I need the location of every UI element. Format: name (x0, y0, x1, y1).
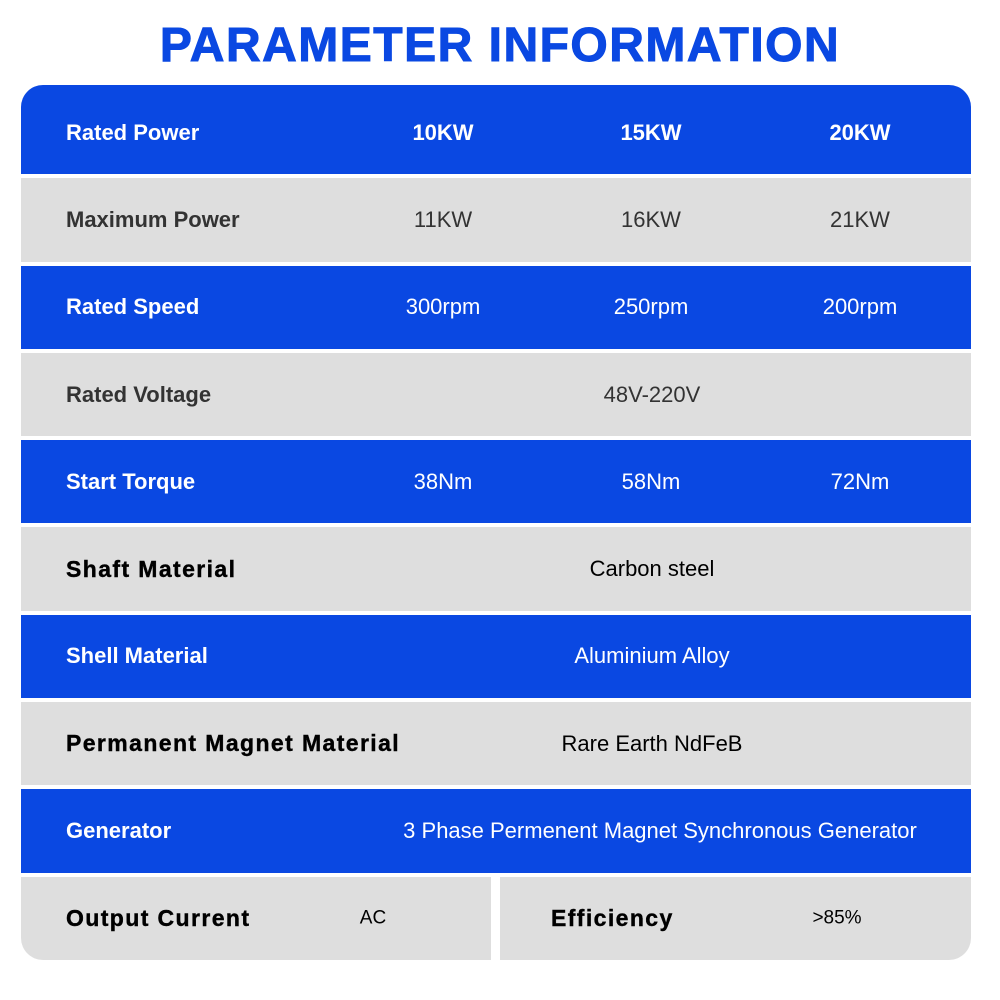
shaft-material-value: Carbon steel (589, 556, 715, 582)
generator-row (21, 789, 971, 872)
maximum-power-value: 11KW (413, 206, 473, 232)
rated-power-value: 10KW (412, 119, 474, 145)
start-torque-value: 72Nm (830, 468, 890, 494)
rated-speed-value: 200rpm (822, 294, 898, 320)
start-torque-value: 58Nm (621, 468, 681, 494)
shaft-material-label: Shaft Material (66, 555, 237, 582)
shell-material-row (21, 615, 971, 698)
start-torque-row (21, 440, 971, 523)
generator-label: Generator (66, 818, 172, 844)
start-torque-value: 38Nm (413, 468, 473, 494)
rated-voltage-value: 48V-220V (603, 381, 701, 407)
permanent-magnet-material-value: Rare Earth NdFeB (561, 730, 743, 756)
efficiency-value: >85% (812, 907, 862, 929)
start-torque-label: Start Torque (66, 468, 196, 494)
maximum-power-value: 21KW (830, 206, 890, 232)
rated-power-value: 20KW (829, 119, 891, 145)
rated-speed-label: Rated Speed (66, 294, 200, 320)
page-title: PARAMETER INFORMATION (159, 19, 841, 72)
shaft-material-row (21, 527, 971, 610)
rated-speed-value: 300rpm (405, 294, 481, 320)
permanent-magnet-material-row (21, 702, 971, 785)
maximum-power-value: 16KW (621, 206, 681, 232)
efficiency-cell (500, 877, 971, 960)
output-current-value: AC (359, 907, 387, 929)
maximum-power-row (21, 178, 971, 261)
permanent-magnet-material-label: Permanent Magnet Material (66, 730, 401, 757)
maximum-power-label: Maximum Power (66, 206, 240, 232)
footer-row (21, 877, 971, 960)
rated-power-row (21, 85, 971, 174)
output-current-cell (21, 877, 491, 960)
rated-speed-value: 250rpm (613, 294, 689, 320)
efficiency-label: Efficiency (551, 904, 674, 931)
generator-value: 3 Phase Permenent Magnet Synchronous Generator (403, 818, 917, 844)
rated-speed-row (21, 266, 971, 349)
parameter-table (21, 85, 971, 960)
output-current-label: Output Current (66, 904, 251, 931)
shell-material-value: Aluminium Alloy (574, 643, 730, 669)
rated-power-value: 15KW (620, 119, 682, 145)
rated-power-label: Rated Power (66, 119, 200, 145)
rated-voltage-label: Rated Voltage (66, 381, 212, 407)
shell-material-label: Shell Material (66, 643, 208, 669)
rated-voltage-row (21, 353, 971, 436)
